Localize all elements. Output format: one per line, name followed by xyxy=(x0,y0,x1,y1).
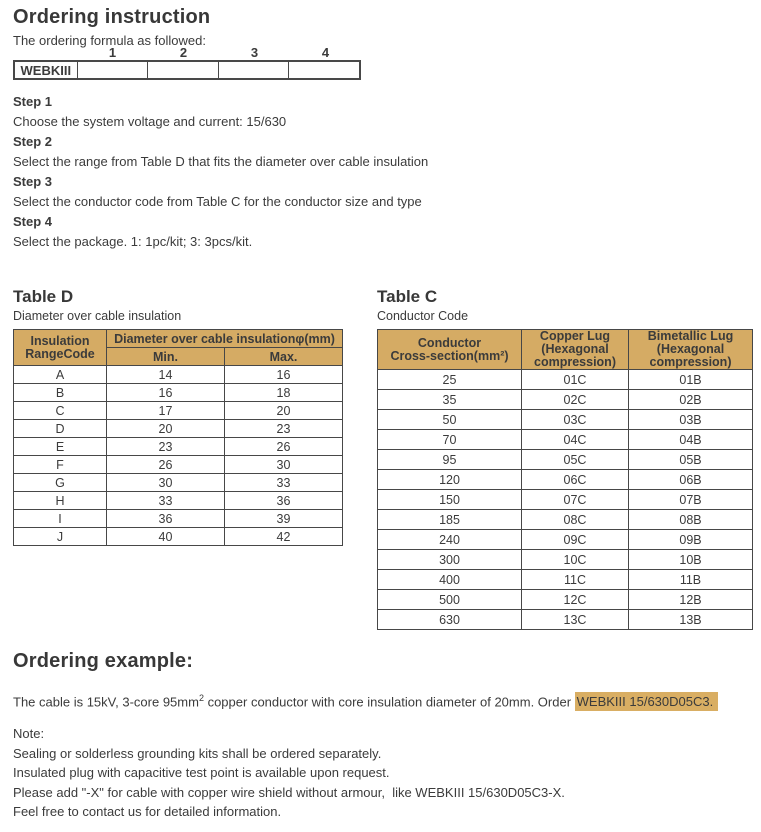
table-cell: 10B xyxy=(629,550,753,570)
formula-blank-cell-1 xyxy=(77,62,148,78)
table-cell: 02C xyxy=(522,390,629,410)
table-c-body xyxy=(378,370,753,630)
table-cell: 12C xyxy=(522,590,629,610)
table-cell: 400 xyxy=(378,570,522,590)
table-cell: 06C xyxy=(522,470,629,490)
table-cell: 25 xyxy=(378,370,522,390)
step-label: Step 3 xyxy=(13,174,53,189)
table-cell: 70 xyxy=(378,430,522,450)
example-superscript: 2 xyxy=(198,693,204,703)
table-c-title: Table C xyxy=(377,287,438,306)
table-cell: 39 xyxy=(225,510,343,528)
page-title: Ordering instruction xyxy=(13,6,211,28)
formula-position-2: 2 xyxy=(179,45,188,60)
table-cell: E xyxy=(14,438,107,456)
table-cell: 42 xyxy=(225,528,343,546)
formula-blank-cell-3 xyxy=(218,62,289,78)
example-order-code-highlight: WEBKIII 15/630D05C3. xyxy=(575,692,719,711)
note-line: Insulated plug with capacitive test point is available upon request. xyxy=(13,765,390,780)
notes-block xyxy=(13,724,761,822)
table-d-header-diameter: Diameter over cable insulationφ(mm) xyxy=(107,330,343,348)
table-cell: 17 xyxy=(107,402,225,420)
table-cell: 240 xyxy=(378,530,522,550)
table-cell: 35 xyxy=(378,390,522,410)
table-row xyxy=(14,402,343,420)
step-text: Select the package. 1: 1pc/kit; 3: 3pcs/kit. xyxy=(13,234,253,249)
header-line: (Hexagonal xyxy=(656,342,725,356)
table-row xyxy=(14,456,343,474)
table-d-header-max: Max. xyxy=(225,348,343,366)
table-c-header-row xyxy=(378,330,753,370)
table-d-body xyxy=(14,366,343,546)
step-text: Select the conductor code from Table C for the conductor size and type xyxy=(13,194,422,209)
table-cell: 16 xyxy=(225,366,343,384)
table-cell: 03C xyxy=(522,410,629,430)
table-cell: 13C xyxy=(522,610,629,630)
table-cell: 630 xyxy=(378,610,522,630)
table-cell: 26 xyxy=(225,438,343,456)
table-cell: 20 xyxy=(107,420,225,438)
formula-number-row xyxy=(13,45,361,60)
note-line: Feel free to contact us for detailed information. xyxy=(13,804,282,819)
formula-prefix: WEBKIII xyxy=(20,62,72,78)
table-cell: 14 xyxy=(107,366,225,384)
table-cell: 150 xyxy=(378,490,522,510)
table-cell: 20 xyxy=(225,402,343,420)
formula-blank-cell-2 xyxy=(147,62,218,78)
table-cell: 10C xyxy=(522,550,629,570)
formula-number-spacer xyxy=(13,45,77,60)
table-cell: 05C xyxy=(522,450,629,470)
formula-position-4: 4 xyxy=(321,45,330,60)
table-row xyxy=(378,470,753,490)
table-c-header-cell xyxy=(522,330,629,370)
formula-intro: The ordering formula as followed: xyxy=(13,33,206,48)
header-line: RangeCode xyxy=(25,346,95,361)
table-cell: 11C xyxy=(522,570,629,590)
table-row xyxy=(378,450,753,470)
table-row xyxy=(378,590,753,610)
header-line: compression) xyxy=(649,355,732,369)
table-cell: 30 xyxy=(107,474,225,492)
table-cell: 16 xyxy=(107,384,225,402)
table-d-header-row-1 xyxy=(14,330,343,348)
step-text: Select the range from Table D that fits the diameter over cable insulation xyxy=(13,154,429,169)
example-text-after: copper conductor with core insulation diameter of 20mm. Order xyxy=(203,694,575,710)
table-cell: 09B xyxy=(629,530,753,550)
header-line: Cross-section(mm²) xyxy=(390,348,509,363)
table-cell: 08B xyxy=(629,510,753,530)
table-d-header-min: Min. xyxy=(107,348,225,366)
table-c xyxy=(377,329,753,630)
table-row xyxy=(14,492,343,510)
table-d-header xyxy=(14,330,343,366)
table-row xyxy=(14,366,343,384)
table-row xyxy=(14,474,343,492)
ordering-example-text xyxy=(13,693,761,709)
table-cell: C xyxy=(14,402,107,420)
table-row xyxy=(378,370,753,390)
table-cell: 08C xyxy=(522,510,629,530)
table-cell: 33 xyxy=(107,492,225,510)
table-cell: 13B xyxy=(629,610,753,630)
table-c-header-cell xyxy=(378,330,522,370)
table-d-subtitle: Diameter over cable insulation xyxy=(13,309,182,323)
table-row xyxy=(378,390,753,410)
table-c-header xyxy=(378,330,753,370)
table-cell: 500 xyxy=(378,590,522,610)
table-cell: 18 xyxy=(225,384,343,402)
step-text: Choose the system voltage and current: 15/630 xyxy=(13,114,287,129)
table-cell: 04C xyxy=(522,430,629,450)
table-row xyxy=(378,570,753,590)
table-cell: 02B xyxy=(629,390,753,410)
table-cell: I xyxy=(14,510,107,528)
table-cell: 50 xyxy=(378,410,522,430)
table-cell: 36 xyxy=(225,492,343,510)
step-label: Step 1 xyxy=(13,94,53,109)
table-cell: 23 xyxy=(107,438,225,456)
formula-blank-cell-4 xyxy=(288,62,359,78)
table-cell: 12B xyxy=(629,590,753,610)
table-cell: 185 xyxy=(378,510,522,530)
step-label: Step 4 xyxy=(13,214,53,229)
header-line: Bimetallic Lug xyxy=(647,329,734,343)
table-row xyxy=(14,420,343,438)
table-d-title: Table D xyxy=(13,287,74,306)
header-line: (Hexagonal xyxy=(541,342,609,356)
table-row xyxy=(378,410,753,430)
step-item xyxy=(13,172,613,212)
table-cell: B xyxy=(14,384,107,402)
table-row xyxy=(378,610,753,630)
table-cell: 300 xyxy=(378,550,522,570)
table-cell: 01C xyxy=(522,370,629,390)
table-row xyxy=(378,490,753,510)
table-row xyxy=(378,530,753,550)
table-row xyxy=(378,430,753,450)
table-c-subtitle: Conductor Code xyxy=(377,309,469,323)
example-text-before: The cable is 15kV, 3-core 95mm xyxy=(13,694,199,710)
table-cell: 40 xyxy=(107,528,225,546)
table-cell: 95 xyxy=(378,450,522,470)
table-row xyxy=(14,528,343,546)
formula-position-1: 1 xyxy=(108,45,117,60)
table-cell: 04B xyxy=(629,430,753,450)
table-row xyxy=(14,438,343,456)
note-line: Please add "-X" for cable with copper wire shield without armour, like WEBKIII 15/630D05C3-X. xyxy=(13,784,565,800)
table-cell: 05B xyxy=(629,450,753,470)
table-cell: 07B xyxy=(629,490,753,510)
header-line: compression) xyxy=(534,355,616,369)
step-item xyxy=(13,92,613,132)
table-cell: 01B xyxy=(629,370,753,390)
note-line: Sealing or solderless grounding kits shall be ordered separately. xyxy=(13,745,382,761)
table-cell: A xyxy=(14,366,107,384)
note-label: Note: xyxy=(13,726,45,741)
table-cell: D xyxy=(14,420,107,438)
step-item xyxy=(13,132,613,172)
table-cell: 30 xyxy=(225,456,343,474)
table-row xyxy=(378,510,753,530)
table-cell: 120 xyxy=(378,470,522,490)
table-cell: F xyxy=(14,456,107,474)
table-row xyxy=(378,550,753,570)
table-cell: H xyxy=(14,492,107,510)
table-cell: 36 xyxy=(107,510,225,528)
header-line: Conductor xyxy=(417,335,482,350)
table-cell: 11B xyxy=(629,570,753,590)
table-cell: G xyxy=(14,474,107,492)
formula-position-3: 3 xyxy=(250,45,259,60)
table-cell: 07C xyxy=(522,490,629,510)
ordering-example-title: Ordering example: xyxy=(13,650,194,672)
table-cell: 26 xyxy=(107,456,225,474)
table-row xyxy=(14,384,343,402)
steps-list xyxy=(13,92,613,252)
table-cell: 33 xyxy=(225,474,343,492)
table-cell: 06B xyxy=(629,470,753,490)
table-d-header-rangecode xyxy=(14,330,107,366)
table-d xyxy=(13,329,343,546)
step-item xyxy=(13,212,613,252)
table-cell: 03B xyxy=(629,410,753,430)
table-cell: 23 xyxy=(225,420,343,438)
table-row xyxy=(14,510,343,528)
header-line: Copper Lug xyxy=(539,329,611,343)
formula-table xyxy=(13,60,361,80)
header-line: Insulation xyxy=(30,333,90,348)
table-cell: J xyxy=(14,528,107,546)
step-label: Step 2 xyxy=(13,134,53,149)
table-cell: 09C xyxy=(522,530,629,550)
table-c-header-cell xyxy=(629,330,753,370)
